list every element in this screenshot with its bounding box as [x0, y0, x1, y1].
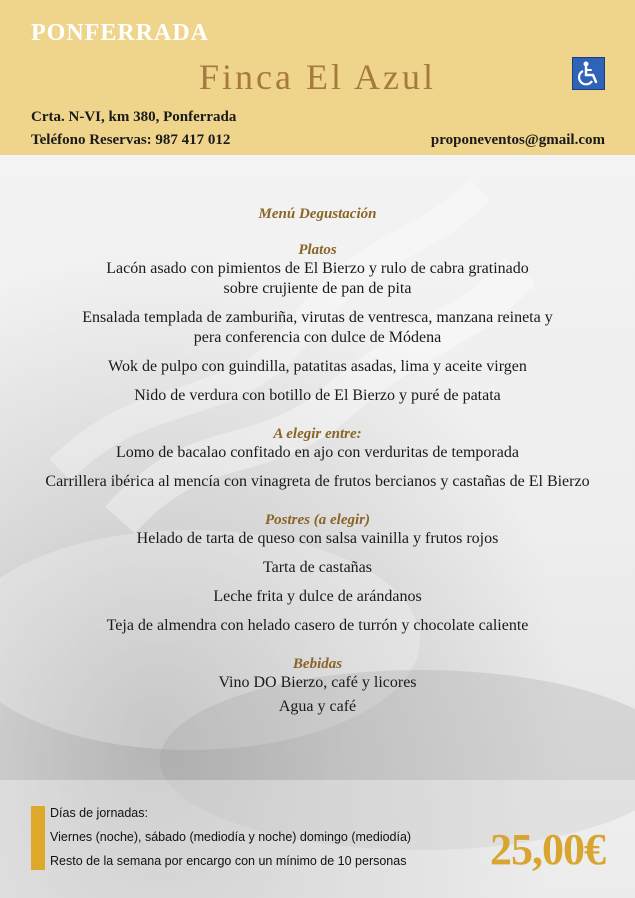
drink-item: Vino DO Bierzo, café y licores — [218, 674, 417, 691]
accent-bar — [31, 806, 45, 870]
dish-item: pera conferencia con dulce de Módena — [193, 329, 442, 346]
dish-item: Lacón asado con pimientos de El Bierzo y rulo de cabra gratinado — [106, 260, 529, 277]
section-heading: A elegir entre: — [273, 426, 362, 442]
dish-item: Ensalada templada de zamburiña, virutas de ventresca, manzana reineta y — [82, 309, 553, 326]
dish-item: Carrillera ibérica al mencía con vinagreta de frutos bercianos y castañas de El Bierzo — [45, 473, 590, 490]
dish-item: Leche frita y dulce de arándanos — [213, 588, 422, 605]
section-heading: Postres (a elegir) — [265, 512, 370, 528]
section-heading: Bebidas — [292, 656, 343, 672]
header-band — [0, 0, 635, 155]
menu-body — [0, 206, 635, 717]
days-line-1: Viernes (noche), sábado (mediodía y noche) domingo (mediodía) — [50, 830, 412, 844]
brand-logo: Finca El Azul — [199, 57, 436, 97]
section-heading: Platos — [298, 242, 337, 258]
phone-reservations: Teléfono Reservas: 987 417 012 — [31, 132, 231, 148]
price: 25,00€ — [490, 825, 605, 874]
dish-item: Teja de almendra con helado casero de turrón y chocolate caliente — [106, 617, 529, 634]
dish-item: Lomo de bacalao confitado en ajo con verduritas de temporada — [116, 444, 519, 461]
city-name: PONFERRADA — [31, 20, 209, 46]
dish-item: Tarta de castañas — [262, 559, 373, 576]
address: Crta. N-VI, km 380, Ponferrada — [31, 109, 237, 125]
dish-item: Helado de tarta de queso con salsa vainilla y frutos rojos — [136, 530, 499, 547]
dish-item: sobre crujiente de pan de pita — [223, 280, 412, 297]
drink-item: Agua y café — [278, 698, 357, 715]
menu-title: Menú Degustación — [258, 206, 377, 222]
dish-item: Wok de pulpo con guindilla, patatitas asadas, lima y aceite virgen — [108, 358, 527, 375]
days-line-2: Resto de la semana por encargo con un mínimo de 10 personas — [50, 854, 407, 868]
wheelchair-icon — [572, 57, 605, 90]
days-label: Días de jornadas: — [50, 806, 148, 820]
dish-item: Nido de verdura con botillo de El Bierzo y puré de patata — [134, 387, 501, 404]
email-link[interactable]: proponeventos@gmail.com — [430, 132, 605, 148]
